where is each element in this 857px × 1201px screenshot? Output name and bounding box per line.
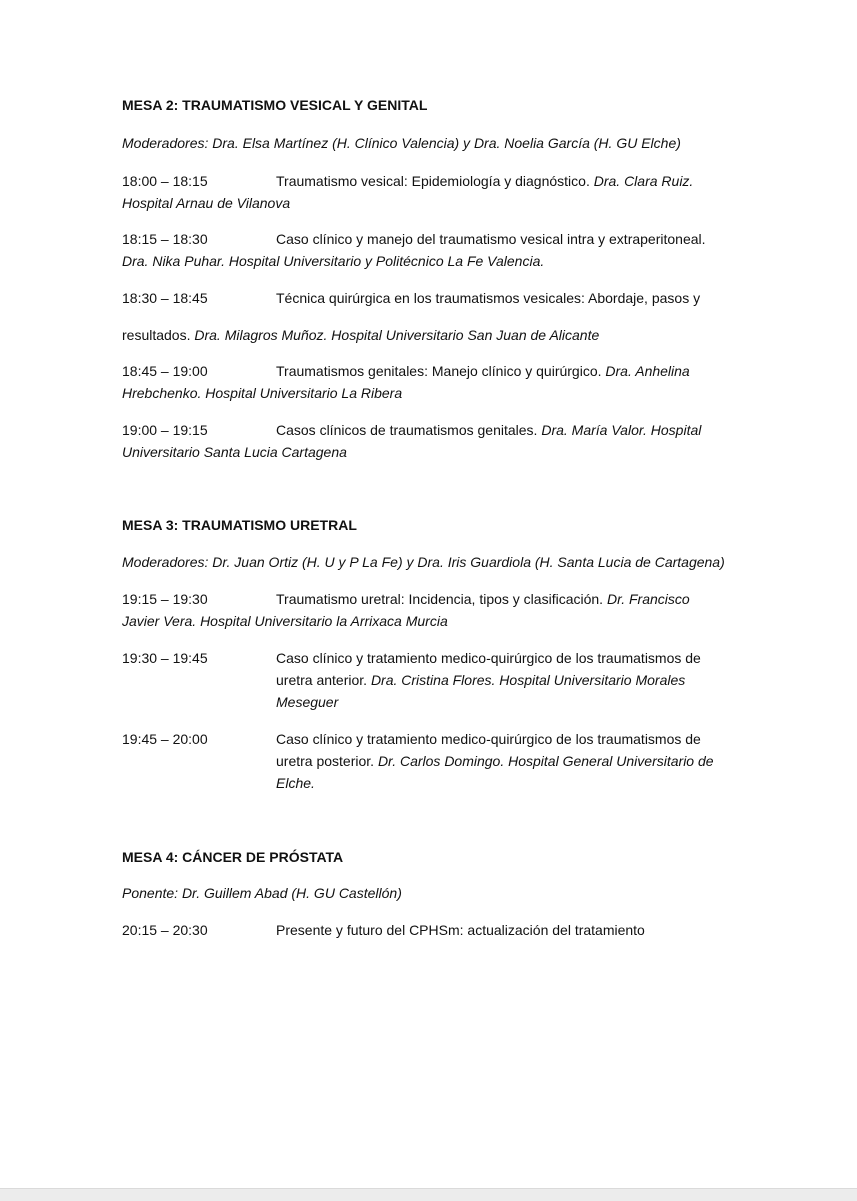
talk-speaker: Dra. Cristina Flores. Hospital Universitario Morales [370, 672, 686, 688]
mesa2-talk1-speaker-cont: Hospital Arnau de Vilanova [122, 195, 291, 211]
mesa2-talk2-topic: Caso clínico y manejo del traumatismo vesical intra y extraperitoneal. [276, 231, 706, 247]
mesa3-talk1-time: 19:15 – 19:30 [122, 591, 208, 607]
talk-topic: Traumatismo uretral: Incidencia, tipos y clasificación. [276, 591, 607, 607]
mesa4-speaker: Ponente: Dr. Guillem Abad (H. GU Castellón) [122, 885, 402, 901]
talk-topic-cont: uretra anterior. [276, 672, 371, 688]
talk-speaker: Dr. Carlos Domingo. Hospital General Universitario de [377, 753, 714, 769]
talk-topic: Traumatismo vesical: Epidemiología y diagnóstico. [276, 173, 594, 189]
mesa3-talk2-topic: Caso clínico y tratamiento medico-quirúrgico de los traumatismos de [276, 650, 701, 666]
mesa2-talk5-time: 19:00 – 19:15 [122, 422, 208, 438]
mesa2-talk2-time: 18:15 – 18:30 [122, 231, 208, 247]
talk-speaker: Dra. Clara Ruiz. [593, 173, 694, 189]
mesa2-talk3-topic: Técnica quirúrgica en los traumatismos vesicales: Abordaje, pasos y [276, 290, 701, 306]
talk-topic: Casos clínicos de traumatismos genitales. [276, 422, 542, 438]
mesa2-talk4-time: 18:45 – 19:00 [122, 363, 208, 379]
talk-topic-cont: uretra posterior. [276, 753, 378, 769]
mesa4-talk1-time: 20:15 – 20:30 [122, 922, 208, 938]
mesa3-moderators: Moderadores: Dr. Juan Ortiz (H. U y P La Fe) y Dra. Iris Guardiola (H. Santa Lucia de Cartagena) [122, 554, 725, 570]
mesa2-talk1-time: 18:00 – 18:15 [122, 173, 208, 189]
mesa2-moderators: Moderadores: Dra. Elsa Martínez (H. Clínico Valencia) y Dra. Noelia García (H. GU Elche) [122, 135, 681, 151]
talk-speaker: Dra. Anhelina [605, 363, 690, 379]
talk-speaker: Dra. María Valor. Hospital [541, 422, 702, 438]
talk-speaker: Dra. Milagros Muñoz. Hospital Universitario San Juan de Alicante [194, 327, 600, 343]
mesa3-talk3-topic: Caso clínico y tratamiento medico-quirúrgico de los traumatismos de [276, 731, 701, 747]
mesa2-talk4-line1 [276, 360, 690, 382]
mesa4-talk1-topic: Presente y futuro del CPHSm: actualización del tratamiento [276, 922, 645, 938]
mesa2-talk3-time: 18:30 – 18:45 [122, 290, 208, 306]
mesa2-talk5-line1 [276, 419, 701, 441]
mesa3-talk1-speaker-cont: Javier Vera. Hospital Universitario la Arrixaca Murcia [122, 613, 448, 629]
mesa2-talk4-speaker-cont: Hrebchenko. Hospital Universitario La Ribera [122, 385, 403, 401]
mesa2-talk5-speaker-cont: Universitario Santa Lucia Cartagena [122, 444, 347, 460]
mesa3-talk2-time: 19:30 – 19:45 [122, 650, 208, 666]
mesa2-talk3-line2 [122, 324, 599, 346]
mesa3-talk3-line2 [276, 750, 714, 772]
mesa3-talk3-speaker-cont: Elche. [276, 775, 315, 791]
talk-topic-cont: resultados. [122, 327, 195, 343]
page-bottom-edge [0, 1188, 857, 1201]
mesa3-talk2-speaker-cont: Meseguer [276, 694, 339, 710]
mesa2-talk1-line1 [276, 170, 693, 192]
mesa4-title: MESA 4: CÁNCER DE PRÓSTATA [122, 849, 344, 865]
mesa3-talk2-line2 [276, 669, 685, 691]
talk-speaker: Dr. Francisco [606, 591, 690, 607]
mesa2-talk2-speaker: Dra. Nika Puhar. Hospital Universitario y Politécnico La Fe Valencia. [122, 253, 545, 269]
mesa2-title: MESA 2: TRAUMATISMO VESICAL Y GENITAL [122, 97, 428, 113]
talk-topic: Traumatismos genitales: Manejo clínico y quirúrgico. [276, 363, 606, 379]
mesa3-title: MESA 3: TRAUMATISMO URETRAL [122, 517, 357, 533]
mesa3-talk1-line1 [276, 588, 690, 610]
mesa3-talk3-time: 19:45 – 20:00 [122, 731, 208, 747]
